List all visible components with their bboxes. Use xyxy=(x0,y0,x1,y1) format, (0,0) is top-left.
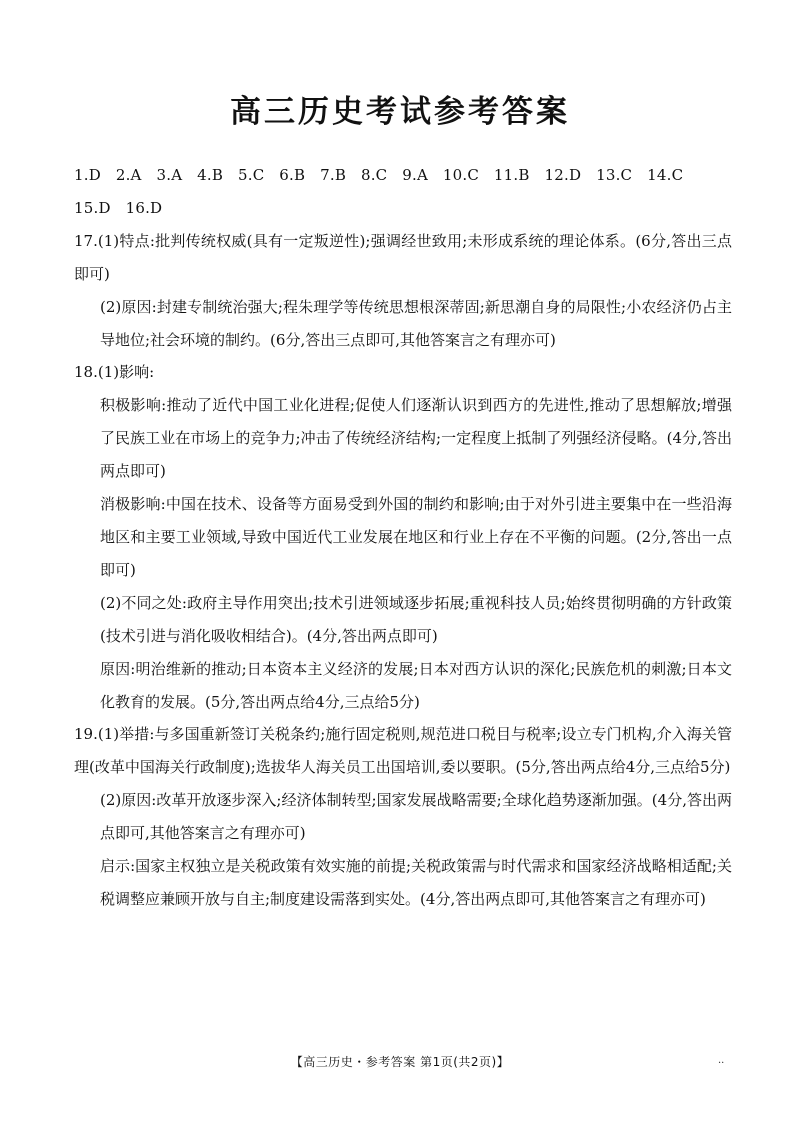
q18-positive-impact: 积极影响:推动了近代中国工业化进程;促使人们逐渐认识到西方的先进性,推动了思想解放;增强了民族工业在市场上的竞争力;冲击了传统经济结构;一定程度上抵制了列强经济侵略。(4分,答出两点即可) xyxy=(100,396,732,481)
page-footer: 【高三历史・参考答案 第1页(共2页)】 xyxy=(290,1055,510,1069)
corner-mark: ·· xyxy=(718,1058,725,1069)
q18-part2-reasons: 原因:明治维新的推动;日本资本主义经济的发展;日本对西方认识的深化;民族危机的刺激;日本文化教育的发展。(5分,答出两点给4分,三点给5分) xyxy=(100,659,732,711)
q19-part1: 19.(1)举措:与多国重新签订关税条约;施行固定税则,规范进口税目与税率;设立专门机构,介入海关管理(改革中国海关行政制度);选拔华人海关员工出国培训,委以要职。(5分,答出两点给4分,三点给5分) xyxy=(74,725,732,777)
q18-negative-impact: 消极影响:中国在技术、设备等方面易受到外国的制约和影响;由于对外引进主要集中在一些沿海地区和主要工业领域,导致中国近代工业发展在地区和行业上存在不平衡的问题。(2分,答出一点即可) xyxy=(100,495,732,579)
page-title: 高三历史考试参考答案 xyxy=(230,94,570,130)
q19-enlightenment: 启示:国家主权独立是关税政策有效实施的前提;关税政策需与时代需求和国家经济战略相适配;关税调整应兼顾开放与自主;制度建设需落到实处。(4分,答出两点即可,其他答案言之有理亦可) xyxy=(100,857,732,908)
choice-answers-line-1: 1.D 2.A 3.A 4.B 5.C 6.B 7.B 8.C 9.A 10.C 11.B 12.D 13.C 14.C xyxy=(74,166,684,184)
q18-part2-differences: (2)不同之处:政府主导作用突出;技术引进领域逐步拓展;重视科技人员;始终贯彻明确的方针政策(技术引进与消化吸收相结合)。(4分,答出两点即可) xyxy=(100,593,732,645)
choice-answers-line-2: 15.D 16.D xyxy=(74,198,163,217)
q19-part2-reasons: (2)原因:改革开放逐步深入;经济体制转型;国家发展战略需要;全球化趋势逐渐加强。(4分,答出两点即可,其他答案言之有理亦可) xyxy=(100,791,732,843)
q17-part2: (2)原因:封建专制统治强大;程朱理学等传统思想根深蒂固;新思潮自身的局限性;小农经济仍占主导地位;社会环境的制约。(6分,答出三点即可,其他答案言之有理亦可) xyxy=(100,297,732,349)
q18-part1-heading: 18.(1)影响: xyxy=(74,363,155,382)
q17-part1: 17.(1)特点:批判传统权威(具有一定叛逆性);强调经世致用;未形成系统的理论体系。(6分,答出三点即可) xyxy=(74,231,732,283)
answer-content xyxy=(74,159,732,916)
